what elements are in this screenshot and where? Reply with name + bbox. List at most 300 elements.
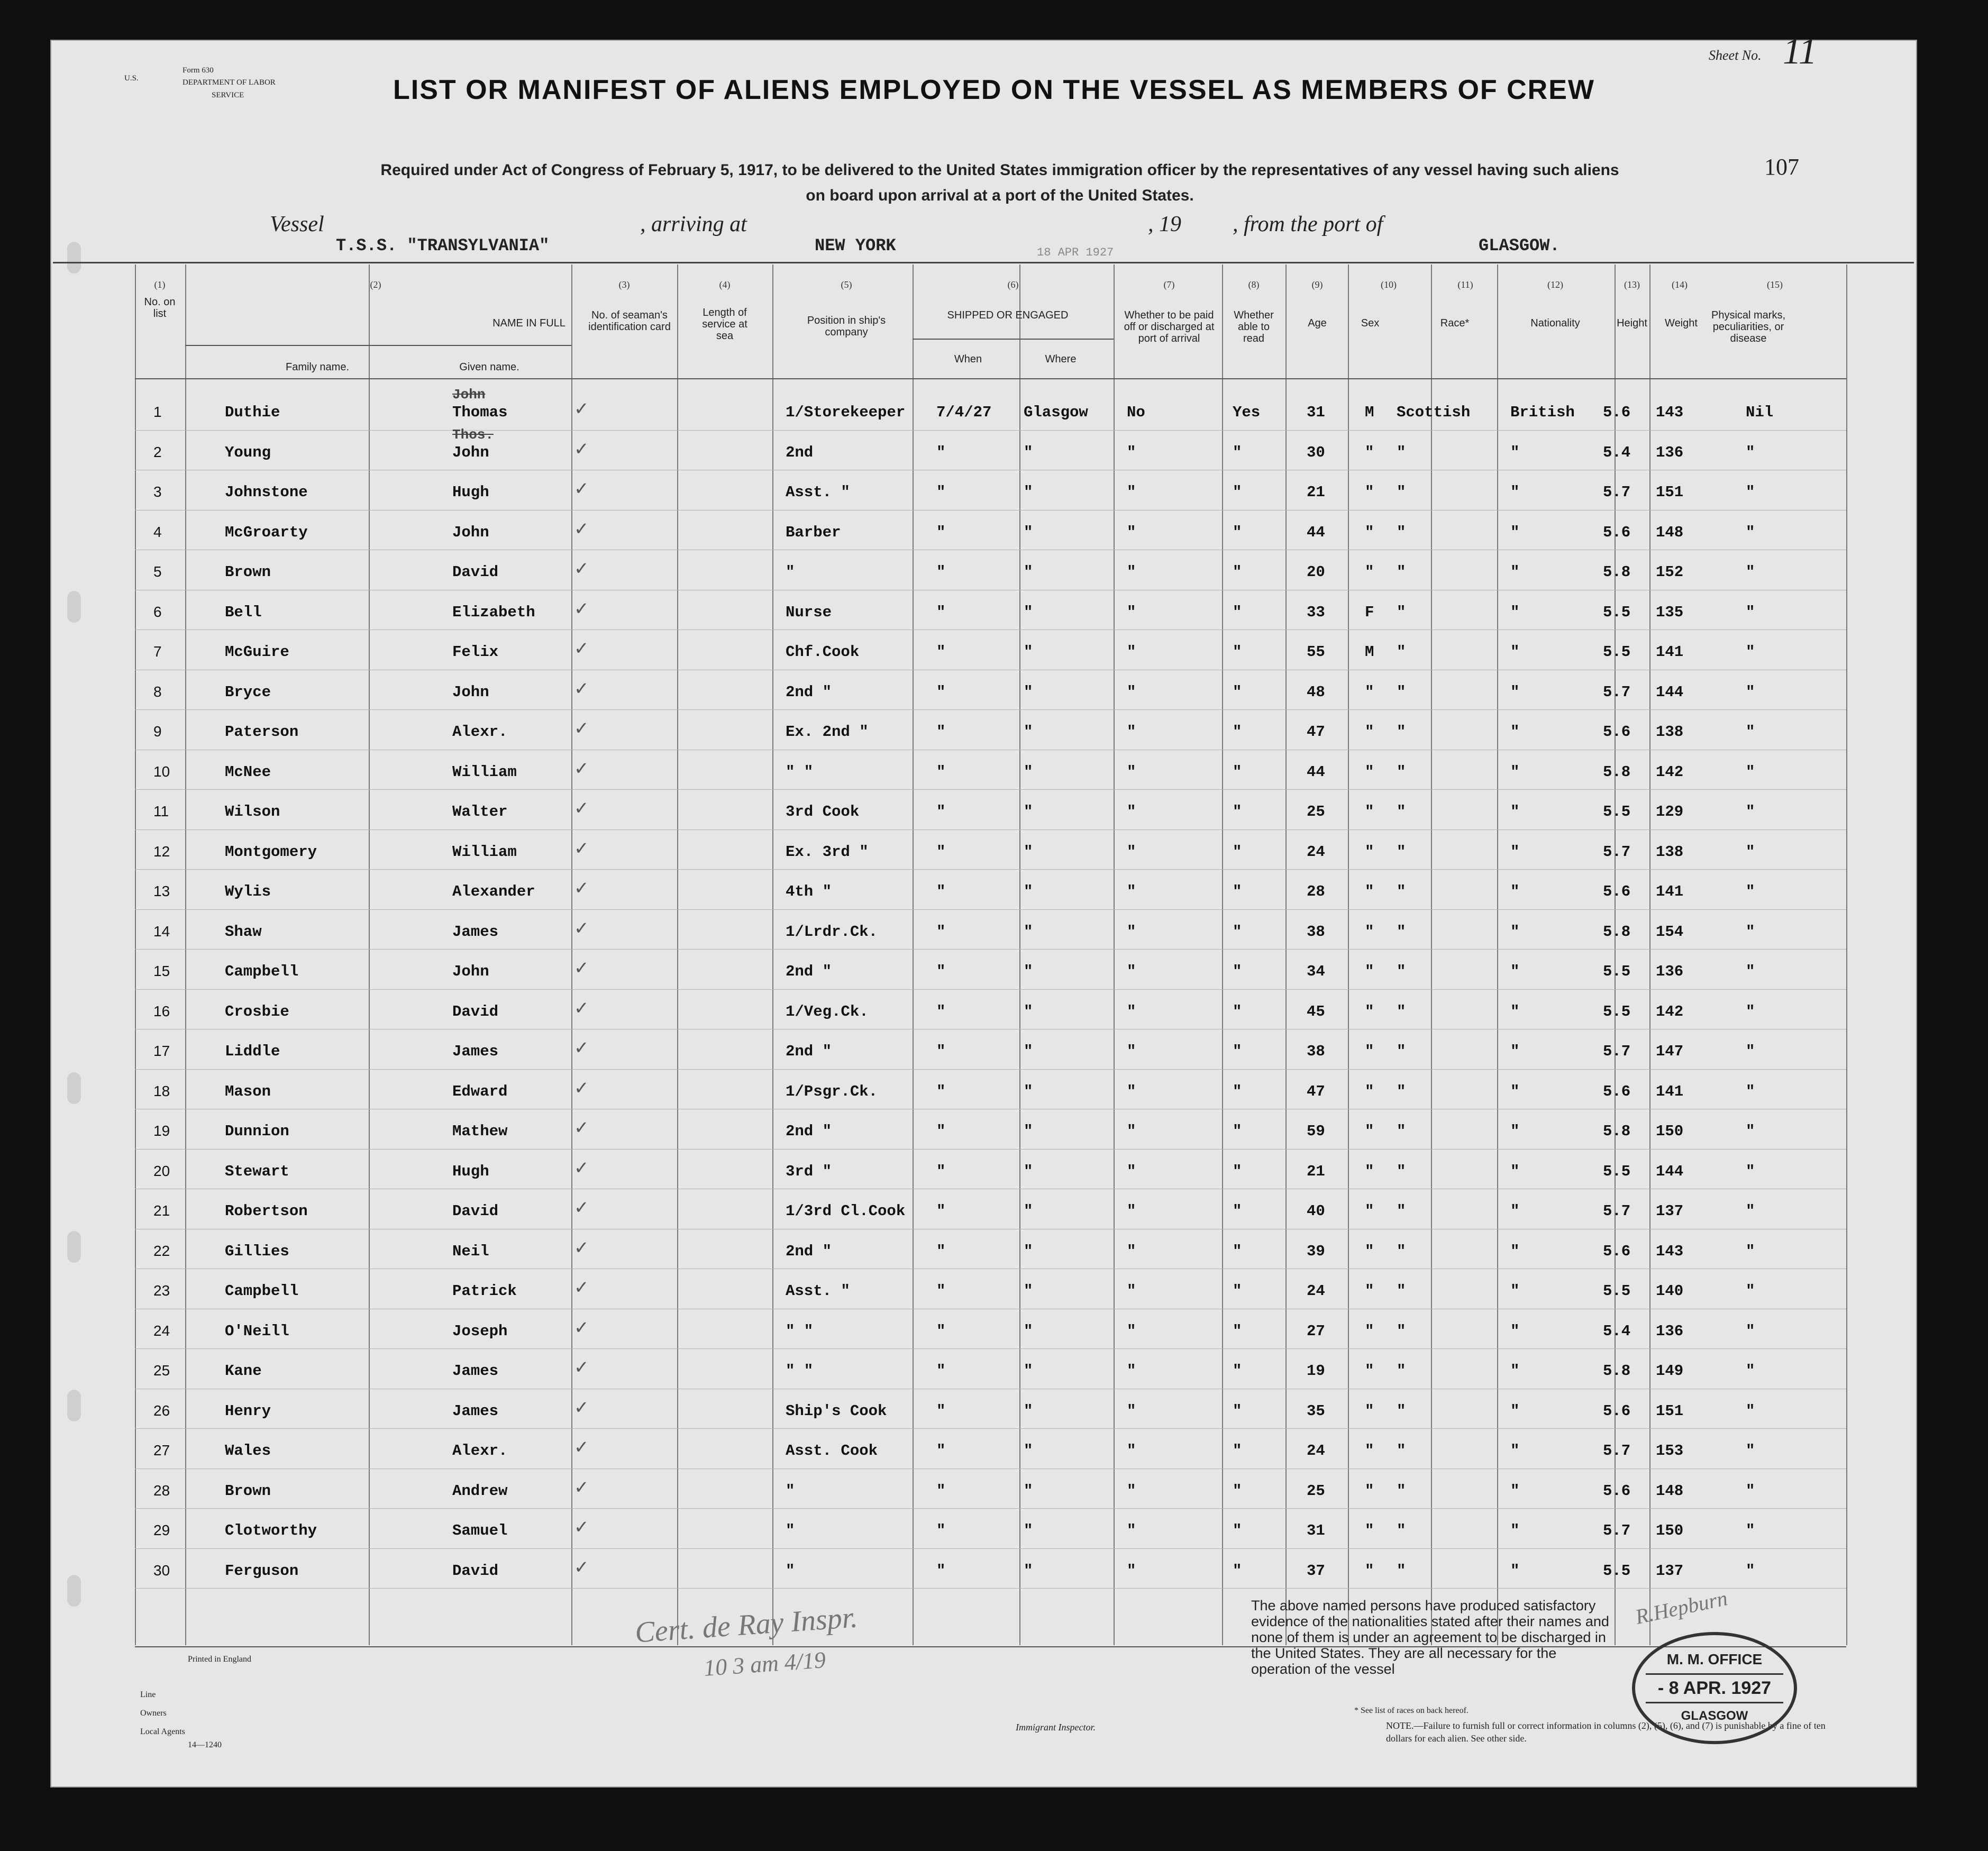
cell-sex: " xyxy=(1365,1123,1374,1140)
cell-nationality: " xyxy=(1510,1482,1520,1500)
cell-family: Campbell xyxy=(225,963,299,980)
cell-age: 38 xyxy=(1307,923,1325,941)
checkmark-icon: ✓ xyxy=(574,399,589,419)
cell-paid: " xyxy=(1127,1202,1136,1220)
handwritten-note-1: Cert. de Ray Inspr. xyxy=(634,1601,859,1649)
immigrant-inspector-label: Immigrant Inspector. xyxy=(1016,1722,1096,1733)
cell-when: " xyxy=(936,1322,946,1340)
cell-given: Walter xyxy=(452,803,508,820)
cell-given: James xyxy=(452,923,499,941)
cell-sex: F xyxy=(1365,603,1374,621)
cell-age: 25 xyxy=(1307,1482,1325,1500)
cell-given: Elizabeth xyxy=(452,603,535,621)
cell-where: " xyxy=(1024,923,1033,941)
column-number: (8) xyxy=(1248,279,1260,290)
column-header: Whether able to read xyxy=(1234,309,1274,344)
cell-age: 21 xyxy=(1307,484,1325,501)
cell-height: 5.5 xyxy=(1603,803,1631,820)
row-rule xyxy=(135,789,1846,790)
stamp-date: - 8 APR. 1927 xyxy=(1646,1673,1783,1703)
cell-family: Shaw xyxy=(225,923,262,941)
cell-age: 55 xyxy=(1307,643,1325,661)
cell-when: " xyxy=(936,923,946,941)
cell-nationality: " xyxy=(1510,1282,1520,1300)
cell-age: 33 xyxy=(1307,603,1325,621)
cell-given: David xyxy=(452,563,499,581)
cell-family: Wylis xyxy=(225,883,271,900)
cell-no: 14 xyxy=(153,923,170,940)
cell-height: 5.5 xyxy=(1603,1282,1631,1300)
row-rule xyxy=(135,829,1846,830)
cell-paid: " xyxy=(1127,1242,1136,1260)
cell-nationality: " xyxy=(1510,1202,1520,1220)
cell-given: Joseph xyxy=(452,1322,508,1340)
cell-nationality: " xyxy=(1510,1082,1520,1100)
cell-when: 7/4/27 xyxy=(936,404,992,421)
cell-age: 47 xyxy=(1307,723,1325,741)
cell-read: " xyxy=(1233,643,1242,661)
cell-position: Chf.Cook xyxy=(786,643,860,661)
row-rule xyxy=(135,1348,1846,1349)
cell-position: " xyxy=(786,1522,795,1539)
cell-when: " xyxy=(936,963,946,980)
cell-when: " xyxy=(936,484,946,501)
cell-read: " xyxy=(1233,1362,1242,1380)
cell-read: " xyxy=(1233,1082,1242,1100)
cell-weight: 143 xyxy=(1656,404,1684,421)
cell-age: 37 xyxy=(1307,1562,1325,1580)
row-rule xyxy=(135,1428,1846,1429)
cell-age: 31 xyxy=(1307,404,1325,421)
cell-no: 16 xyxy=(153,1002,170,1019)
cell-paid: " xyxy=(1127,883,1136,900)
cell-no: 15 xyxy=(153,963,170,979)
row-rule xyxy=(135,1508,1846,1509)
cell-paid: " xyxy=(1127,1362,1136,1380)
cell-paid: " xyxy=(1127,1043,1136,1060)
cell-read: " xyxy=(1233,1402,1242,1420)
column-number: (2) xyxy=(370,279,381,290)
cell-race: " xyxy=(1397,963,1406,980)
cell-family: Bryce xyxy=(225,683,271,701)
cell-family: Montgomery xyxy=(225,843,317,861)
cell-nationality: " xyxy=(1510,563,1520,581)
cell-position: Asst. Cook xyxy=(786,1442,878,1460)
cell-family: Clotworthy xyxy=(225,1522,317,1539)
column-header: Whether to be paid off or discharged at port of arrival xyxy=(1124,309,1215,344)
cell-when: " xyxy=(936,683,946,701)
column-header: Length of service at sea xyxy=(702,307,747,342)
cell-nationality: " xyxy=(1510,683,1520,701)
row-rule xyxy=(135,949,1846,950)
cell-position: 3rd " xyxy=(786,1162,832,1180)
cell-nationality: " xyxy=(1510,443,1520,461)
cell-race: " xyxy=(1397,1522,1406,1539)
cell-where: " xyxy=(1024,484,1033,501)
cell-no: 4 xyxy=(153,523,162,540)
cell-race: " xyxy=(1397,523,1406,541)
cell-where: " xyxy=(1024,1282,1033,1300)
cell-age: 39 xyxy=(1307,1242,1325,1260)
attestation-text: The above named persons have produced satisfactory evidence of the nationalities stated after their names and none of them is under an agreement to be discharged in the United States. They are all necessary for the operation of the vessel xyxy=(1251,1598,1609,1677)
column-header: SHIPPED OR ENGAGED xyxy=(947,309,1069,321)
cell-paid: " xyxy=(1127,683,1136,701)
cell-no: 3 xyxy=(153,484,162,500)
cell-where: " xyxy=(1024,1562,1033,1580)
cell-weight: 129 xyxy=(1656,803,1684,820)
cell-height: 5.5 xyxy=(1603,643,1631,661)
column-line xyxy=(1615,265,1616,1645)
cell-weight: 141 xyxy=(1656,643,1684,661)
cell-marks: " xyxy=(1746,1282,1755,1300)
cell-age: 27 xyxy=(1307,1322,1325,1340)
cell-race: " xyxy=(1397,1402,1406,1420)
cell-paid: " xyxy=(1127,643,1136,661)
cell-height: 5.5 xyxy=(1603,603,1631,621)
cell-when: " xyxy=(936,1082,946,1100)
cell-age: 28 xyxy=(1307,883,1325,900)
cell-marks: " xyxy=(1746,1482,1755,1500)
cell-marks: " xyxy=(1746,603,1755,621)
cell-sex: M xyxy=(1365,404,1374,421)
cell-paid: " xyxy=(1127,1123,1136,1140)
cell-position: 4th " xyxy=(786,883,832,900)
races-note: * See list of races on back hereof. xyxy=(1354,1706,1469,1715)
cell-when: " xyxy=(936,1282,946,1300)
cell-paid: " xyxy=(1127,1002,1136,1020)
cell-family: Liddle xyxy=(225,1043,280,1060)
cell-where: " xyxy=(1024,883,1033,900)
cell-where: " xyxy=(1024,763,1033,781)
cell-sex: " xyxy=(1365,1242,1374,1260)
cell-height: 5.8 xyxy=(1603,563,1631,581)
cell-nationality: " xyxy=(1510,1442,1520,1460)
cell-marks: " xyxy=(1746,923,1755,941)
cell-read: " xyxy=(1233,683,1242,701)
checkmark-icon: ✓ xyxy=(574,918,589,938)
cell-height: 5.6 xyxy=(1603,1082,1631,1100)
cell-weight: 141 xyxy=(1656,1082,1684,1100)
cell-given: Andrew xyxy=(452,1482,508,1500)
cell-paid: " xyxy=(1127,1282,1136,1300)
cell-age: 40 xyxy=(1307,1202,1325,1220)
cell-marks: " xyxy=(1746,963,1755,980)
cell-race: Scottish xyxy=(1397,404,1471,421)
cell-sex: " xyxy=(1365,443,1374,461)
cell-no: 29 xyxy=(153,1522,170,1538)
cell-paid: " xyxy=(1127,484,1136,501)
cell-race: " xyxy=(1397,1322,1406,1340)
cell-position: " " xyxy=(786,1362,814,1380)
cell-marks: " xyxy=(1746,1322,1755,1340)
cell-family: Young xyxy=(225,443,271,461)
cell-weight: 138 xyxy=(1656,723,1684,741)
cell-race: " xyxy=(1397,1282,1406,1300)
cell-when: " xyxy=(936,1362,946,1380)
cell-no: 10 xyxy=(153,763,170,780)
cell-no: 1 xyxy=(153,404,162,420)
cell-read: " xyxy=(1233,843,1242,861)
cell-nationality: " xyxy=(1510,843,1520,861)
cell-height: 5.7 xyxy=(1603,1442,1631,1460)
cell-height: 5.5 xyxy=(1603,963,1631,980)
cell-given: Alexr. xyxy=(452,723,508,741)
row-rule xyxy=(135,430,1846,431)
cell-marks: " xyxy=(1746,1162,1755,1180)
cell-nationality: " xyxy=(1510,523,1520,541)
cell-weight: 151 xyxy=(1656,1402,1684,1420)
cell-family: Wilson xyxy=(225,803,280,820)
cell-race: " xyxy=(1397,443,1406,461)
office-stamp xyxy=(1632,1632,1797,1744)
cell-where: " xyxy=(1024,723,1033,741)
page-number: 107 xyxy=(1764,154,1799,180)
cell-read: " xyxy=(1233,1123,1242,1140)
cell-position: 2nd " xyxy=(786,1242,832,1260)
checkmark-icon: ✓ xyxy=(574,1038,589,1058)
checkmark-icon: ✓ xyxy=(574,1118,589,1138)
cell-paid: " xyxy=(1127,443,1136,461)
cell-given: Alexander xyxy=(452,883,535,900)
cell-race: " xyxy=(1397,843,1406,861)
form-code: 14—1240 xyxy=(188,1740,222,1749)
cell-weight: 142 xyxy=(1656,1002,1684,1020)
cell-age: 44 xyxy=(1307,763,1325,781)
column-line xyxy=(571,265,572,1645)
cell-weight: 135 xyxy=(1656,603,1684,621)
cell-no: 28 xyxy=(153,1482,170,1499)
cell-height: 5.7 xyxy=(1603,1043,1631,1060)
column-line xyxy=(1348,265,1349,1645)
checkmark-icon: ✓ xyxy=(574,439,589,459)
cell-race: " xyxy=(1397,1482,1406,1500)
cell-nationality: " xyxy=(1510,883,1520,900)
cell-no: 23 xyxy=(153,1282,170,1299)
cell-age: 38 xyxy=(1307,1043,1325,1060)
penalty-note: NOTE.—Failure to furnish full or correct information in columns (2), (5), (6), and (7) is punishable by a fine of ten dollars for each alien. See other side. xyxy=(1386,1720,1826,1744)
checkmark-icon: ✓ xyxy=(574,759,589,779)
column-line xyxy=(1285,265,1287,1645)
cell-no: 20 xyxy=(153,1162,170,1179)
cell-family: Brown xyxy=(225,563,271,581)
cell-marks: " xyxy=(1746,1082,1755,1100)
cell-given: John xyxy=(452,963,489,980)
cell-when: " xyxy=(936,803,946,820)
cell-sex: " xyxy=(1365,1282,1374,1300)
cell-height: 5.6 xyxy=(1603,1482,1631,1500)
column-header: Age xyxy=(1308,317,1327,329)
cell-marks: " xyxy=(1746,723,1755,741)
cell-position: " " xyxy=(786,1322,814,1340)
manifest-sheet xyxy=(50,40,1917,1788)
column-header: Where xyxy=(1045,353,1077,365)
cell-sex: " xyxy=(1365,1202,1374,1220)
column-number: (12) xyxy=(1547,279,1563,290)
cell-where: " xyxy=(1024,643,1033,661)
cell-nationality: " xyxy=(1510,1362,1520,1380)
form-dept-1: U.S. xyxy=(124,74,139,83)
cell-read: " xyxy=(1233,603,1242,621)
cell-height: 5.6 xyxy=(1603,1242,1631,1260)
cell-nationality: " xyxy=(1510,803,1520,820)
cell-age: 47 xyxy=(1307,1082,1325,1100)
cell-read: " xyxy=(1233,563,1242,581)
cell-read: " xyxy=(1233,963,1242,980)
year-label: , 19 xyxy=(1148,212,1181,236)
checkmark-icon: ✓ xyxy=(574,599,589,619)
cell-marks: " xyxy=(1746,1043,1755,1060)
cell-read: " xyxy=(1233,763,1242,781)
cell-when: " xyxy=(936,843,946,861)
checkmark-icon: ✓ xyxy=(574,838,589,859)
cell-when: " xyxy=(936,643,946,661)
cell-when: " xyxy=(936,443,946,461)
cell-paid: " xyxy=(1127,963,1136,980)
cell-given: James xyxy=(452,1402,499,1420)
cell-given: Felix xyxy=(452,643,499,661)
cell-read: " xyxy=(1233,923,1242,941)
row-rule xyxy=(135,1548,1846,1549)
column-line xyxy=(1222,265,1223,1645)
cell-weight: 143 xyxy=(1656,1242,1684,1260)
checkmark-icon: ✓ xyxy=(574,519,589,539)
cell-read: " xyxy=(1233,1282,1242,1300)
cell-nationality: " xyxy=(1510,1522,1520,1539)
cell-race: " xyxy=(1397,563,1406,581)
cell-race: " xyxy=(1397,484,1406,501)
column-header: No. of seaman's identification card xyxy=(588,309,671,333)
checkmark-icon: ✓ xyxy=(574,1078,589,1098)
checkmark-icon: ✓ xyxy=(574,998,589,1018)
cell-family: Kane xyxy=(225,1362,262,1380)
cell-given: Alexr. xyxy=(452,1442,508,1460)
column-header: NAME IN FULL xyxy=(493,317,566,329)
cell-race: " xyxy=(1397,1123,1406,1140)
column-line xyxy=(677,265,678,1645)
cell-weight: 144 xyxy=(1656,683,1684,701)
cell-where: Glasgow xyxy=(1024,404,1088,421)
column-line xyxy=(1497,265,1498,1645)
cell-sex: " xyxy=(1365,484,1374,501)
shipped-subdivider xyxy=(913,339,1114,340)
cell-nationality: " xyxy=(1510,1402,1520,1420)
cell-age: 25 xyxy=(1307,803,1325,820)
cell-family: Duthie xyxy=(225,404,280,421)
cell-where: " xyxy=(1024,1522,1033,1539)
cell-weight: 148 xyxy=(1656,1482,1684,1500)
cell-family: McGroarty xyxy=(225,523,308,541)
cell-read: " xyxy=(1233,803,1242,820)
cell-weight: 150 xyxy=(1656,1123,1684,1140)
checkmark-icon: ✓ xyxy=(574,1158,589,1178)
form-dept-2: DEPARTMENT OF LABOR xyxy=(183,78,276,87)
cell-given: William xyxy=(452,763,517,781)
cell-given: John xyxy=(452,523,489,541)
cell-given: William xyxy=(452,843,517,861)
cell-when: " xyxy=(936,883,946,900)
checkmark-icon: ✓ xyxy=(574,1198,589,1218)
cell-when: " xyxy=(936,1043,946,1060)
column-header: No. on list xyxy=(144,296,176,320)
arriving-value: NEW YORK xyxy=(815,236,896,256)
cell-where: " xyxy=(1024,1082,1033,1100)
checkmark-icon: ✓ xyxy=(574,799,589,818)
column-header: Weight xyxy=(1665,317,1698,329)
checkmark-icon: ✓ xyxy=(574,1557,589,1578)
form-dept-3: SERVICE xyxy=(212,91,244,99)
column-number: (1) xyxy=(154,279,166,290)
cell-race: " xyxy=(1397,1043,1406,1060)
cell-race: " xyxy=(1397,1242,1406,1260)
column-number: (13) xyxy=(1624,279,1640,290)
cell-when: " xyxy=(936,1202,946,1220)
cell-sex: " xyxy=(1365,1082,1374,1100)
cell-height: 5.6 xyxy=(1603,404,1631,421)
cell-marks: " xyxy=(1746,484,1755,501)
column-header: Physical marks, peculiarities, or disease xyxy=(1711,309,1786,344)
cell-read: Yes xyxy=(1233,404,1261,421)
cell-paid: " xyxy=(1127,1402,1136,1420)
cell-weight: 137 xyxy=(1656,1562,1684,1580)
row-rule xyxy=(135,1069,1846,1070)
cell-where: " xyxy=(1024,1002,1033,1020)
cell-where: " xyxy=(1024,1043,1033,1060)
cell-height: 5.8 xyxy=(1603,1362,1631,1380)
cell-no: 25 xyxy=(153,1362,170,1379)
cell-paid: " xyxy=(1127,523,1136,541)
cell-nationality: " xyxy=(1510,723,1520,741)
cell-weight: 137 xyxy=(1656,1202,1684,1220)
column-number: (3) xyxy=(618,279,630,290)
cell-family: Brown xyxy=(225,1482,271,1500)
cell-no: 7 xyxy=(153,643,162,660)
cell-given: Thomas xyxy=(452,404,508,421)
cell-marks: " xyxy=(1746,1362,1755,1380)
cell-position: Asst. " xyxy=(786,1282,850,1300)
cell-when: " xyxy=(936,1522,946,1539)
cell-weight: 153 xyxy=(1656,1442,1684,1460)
cell-weight: 144 xyxy=(1656,1162,1684,1180)
checkmark-icon: ✓ xyxy=(574,679,589,699)
cell-marks: " xyxy=(1746,683,1755,701)
cell-marks: " xyxy=(1746,1402,1755,1420)
cell-given: Samuel xyxy=(452,1522,508,1539)
cell-read: " xyxy=(1233,883,1242,900)
cell-when: " xyxy=(936,1123,946,1140)
column-line xyxy=(185,265,186,1645)
column-number: (15) xyxy=(1767,279,1783,290)
cell-paid: " xyxy=(1127,563,1136,581)
cell-paid: " xyxy=(1127,923,1136,941)
checkmark-icon: ✓ xyxy=(574,559,589,579)
handwritten-note-2: 10 3 am 4/19 xyxy=(703,1647,827,1681)
column-line xyxy=(369,265,370,1645)
cell-where: " xyxy=(1024,1362,1033,1380)
checkmark-icon: ✓ xyxy=(574,1318,589,1338)
cell-weight: 141 xyxy=(1656,883,1684,900)
arrival-date-stamp: 18 APR 1927 xyxy=(1037,246,1114,259)
column-number: (4) xyxy=(719,279,731,290)
cell-marks: " xyxy=(1746,1202,1755,1220)
cell-race: " xyxy=(1397,923,1406,941)
checkmark-icon: ✓ xyxy=(574,1478,589,1498)
cell-no: 21 xyxy=(153,1202,170,1219)
cell-no: 19 xyxy=(153,1123,170,1139)
row-rule xyxy=(135,1149,1846,1150)
cell-sex: " xyxy=(1365,1562,1374,1580)
cell-marks: " xyxy=(1746,883,1755,900)
cell-marks: " xyxy=(1746,803,1755,820)
